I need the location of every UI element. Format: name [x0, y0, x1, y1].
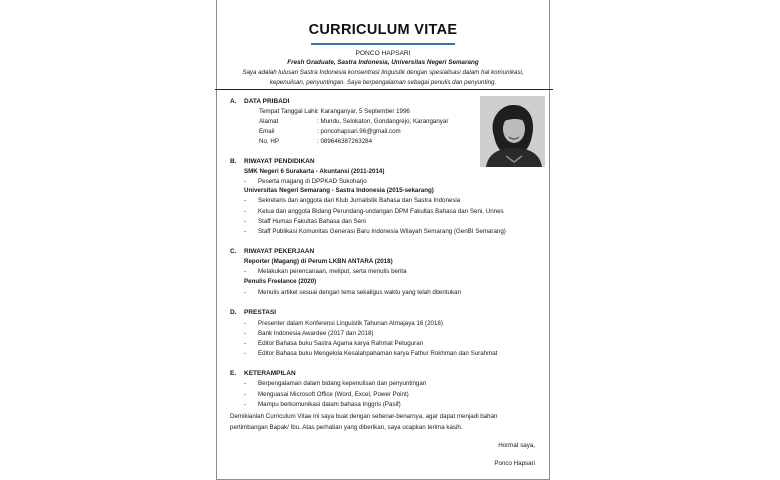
job-1: Reporter (Magang) di Perum LKBN ANTARA (2018)	[244, 258, 393, 265]
list-item	[244, 350, 497, 357]
section-e-heading	[230, 370, 296, 377]
section-b-title: RIWAYAT PENDIDIKAN	[244, 158, 315, 165]
section-a-letter: A.	[230, 98, 237, 105]
dash: -	[244, 197, 247, 204]
list-item-text: Staff Humas Fakultas Bahasa dan Seni	[258, 218, 366, 225]
title-underline	[311, 43, 455, 45]
signature-name: Ponco Hapsari	[494, 460, 535, 467]
list-item-text: Berpengalaman dalam bidang kepenulisan dan penyuntingan	[258, 380, 427, 387]
section-d-heading	[230, 309, 276, 316]
list-item	[244, 320, 443, 327]
list-item	[244, 340, 423, 347]
list-item-text: Ketua dan anggota Bidang Perundang-undangan DPM Fakultas Bahasa dan Seni, Unnes	[258, 208, 504, 215]
dash: -	[244, 350, 247, 357]
dash: -	[244, 218, 247, 225]
dash: -	[244, 268, 247, 275]
person-name: PONCO HAPSARI	[355, 50, 411, 57]
dash: -	[244, 340, 247, 347]
list-item	[244, 391, 409, 398]
list-item-text: Melakukan perencanaan, meliput, serta menulis berita	[258, 268, 407, 275]
section-c-title: RIWAYAT PEKERJAAN	[244, 248, 315, 255]
person-subtitle: Fresh Graduate, Sastra Indonesia, Universitas Negeri Semarang	[287, 59, 479, 66]
list-item-text: Bank Indonesia Awardee (2017 dan 2018)	[258, 330, 374, 337]
list-item-text: Editor Bahasa buku Sastra Agama karya Rahmat Petuguran	[258, 340, 424, 347]
phone-label: No. HP	[259, 138, 279, 145]
list-item-text: Presenter dalam Konferensi Linguistik Tahunan Atmajaya 16 (2018)	[258, 320, 443, 327]
section-e-letter: E.	[230, 370, 237, 377]
list-item	[244, 218, 366, 225]
email-value: : poncohapsari.96@gmail.com	[317, 128, 401, 135]
section-a-heading	[230, 98, 289, 105]
list-item-text: Staff Publikasi Komunitas Generasi Baru Indonesia Wilayah Semarang (GenBI Semarang)	[258, 228, 506, 235]
dash: -	[244, 380, 247, 387]
list-item	[244, 380, 426, 387]
header-divider	[215, 89, 553, 90]
email-row	[259, 128, 401, 135]
section-c-heading	[230, 248, 314, 255]
list-item	[244, 289, 461, 296]
school-2: Universitas Negeri Semarang - Sastra Indonesia (2015-sekarang)	[244, 187, 434, 194]
job-2: Penulis Freelance (2020)	[244, 278, 317, 285]
list-item-text: Peserta magang di DPPKAD Sukoharjo	[258, 178, 367, 185]
list-item	[244, 268, 407, 275]
section-b-heading	[230, 158, 315, 165]
section-a-title: DATA PRIBADI	[244, 98, 290, 105]
list-item-text: Mampu berkomunikasi dalam bahasa Inggris (Pasif)	[258, 401, 401, 408]
list-item-text: Sekretaris dan anggota dari Klub Jurnalistik Bahasa dan Sastra Indonesia	[258, 197, 461, 204]
section-b-letter: B.	[230, 158, 237, 165]
dash: -	[244, 401, 247, 408]
list-item	[244, 208, 504, 215]
birth-label: Tempat Tanggal Lahir	[259, 108, 319, 115]
list-item	[244, 197, 460, 204]
dash: -	[244, 228, 247, 235]
profile-photo	[480, 96, 545, 167]
list-item-text: Editor Bahasa buku Mengelola Kesalahpahaman karya Fathur Rokhman dan Surahmat	[258, 350, 498, 357]
list-item	[244, 178, 367, 185]
dash: -	[244, 391, 247, 398]
list-item	[244, 330, 373, 337]
dash: -	[244, 330, 247, 337]
dash: -	[244, 208, 247, 215]
section-d-title: PRESTASI	[244, 309, 277, 316]
dash: -	[244, 178, 247, 185]
address-row	[259, 118, 448, 125]
regards-text: Hormat saya,	[498, 442, 535, 449]
address-label: Alamat	[259, 118, 279, 125]
phone-row	[259, 138, 372, 145]
dash: -	[244, 320, 247, 327]
list-item	[244, 228, 506, 235]
dash: -	[244, 289, 247, 296]
phone-value: : 089646387263284	[317, 138, 373, 145]
email-label: Email	[259, 128, 275, 135]
list-item	[244, 401, 401, 408]
birth-row	[259, 108, 410, 115]
section-e-title: KETERAMPILAN	[244, 370, 296, 377]
address-value: : Mundu, Selokaton, Gondangrejo, Karanganyar	[317, 118, 449, 125]
school-1: SMK Negeri 6 Surakarta - Akuntansi (2011-2014)	[244, 168, 385, 175]
birth-value: : Karanganyar, 5 September 1996	[317, 108, 410, 115]
summary-text: Saya adalah lulusan Sastra Indonesia konsentrasi linguistik dengan spesialisasi dalam hal komunikasi, kepenulisan, penyuntingan. Saya berpengalaman sebagai penulis dan penyunting.	[242, 69, 524, 86]
closing-paragraph: Demikianlah Curriculum Vitae ini saya buat dengan sebenar-benarnya, agar dapat menjadi bahan pertimbangan Bapak/ Ibu. Atas perhatian yang diberikan, saya ucapkan terima kasih.	[230, 413, 498, 431]
cv-title: CURRICULUM VITAE	[308, 22, 458, 38]
portrait-image	[480, 96, 545, 167]
list-item-text: Menulis artikel sesuai dengan tema sekaligus waktu yang telah ditentukan	[258, 289, 461, 296]
list-item-text: Menguasai Microsoft Office (Word, Excel, Power Point)	[258, 391, 409, 398]
section-c-letter: C.	[230, 248, 237, 255]
section-d-letter: D.	[230, 309, 237, 316]
cv-page	[216, 0, 550, 480]
